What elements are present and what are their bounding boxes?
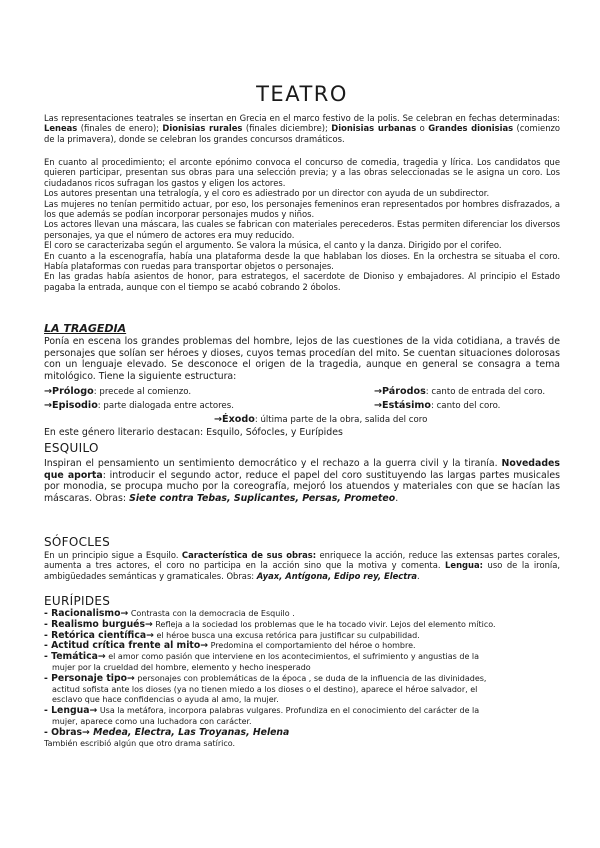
list-item: - Temática→ el amor como pasión que interviene en los acontecimientos, el sufrimiento y angustias de la	[44, 651, 480, 663]
sofocles-heading: SÓFOCLES	[44, 535, 111, 549]
euripides-obras: Medea, Electra, Las Troyanas, Helena	[89, 726, 290, 738]
tragedia-paragraph: Ponía en escena los grandes problemas del hombre, lejos de las cuestiones de la vida cotidiana, a través de personajes que solían ser héroes y dioses, cuyos temas procedían del mito. Se cuentan situaciones dolorosas con un lenguaje elevado. Se desconoce el origen de la tragedia, aunque en general se consagra a tema mitológico. Tiene la siguiente estructura:	[44, 336, 560, 383]
intro-paragraph-festivals: Las representaciones teatrales se insertan en Grecia en el marco festivo de la polis. Se celebran en fechas determinadas: Leneas (finales de enero); Dionisias rurales (finales diciembre); Dionisias urbanas o Grandes dionisias (comienzo de la primavera), donde se celebran los grandes concursos dramáticos.	[44, 113, 561, 144]
page-title: TEATRO	[256, 82, 348, 106]
term-leneas: Leneas	[44, 123, 78, 134]
seats-text: En las gradas había asientos de honor, para estrategos, el sacerdote de Dioniso y embajadores. Al principio el Estado pagaba la entrada, aunque con el tiempo se acabó cobrando 2 óbolos.	[44, 271, 560, 292]
list-item: - Realismo burgués→ Refleja a la sociedad los problemas que le ha tocado vivir. Lejos del elemento mítico.	[44, 618, 496, 630]
list-item: - Actitud crítica frente al mito→ Predomina el comportamiento del héroe o hombre.	[44, 640, 416, 652]
term-grandes-dionisias: Grandes dionisias	[428, 123, 514, 134]
list-item: - Obras→ Medea, Electra, Las Troyanas, Helena	[44, 726, 290, 738]
authors-text: Los autores presentan una tetralogía, y el coro es adiestrado por un director con ayuda de un subdirector.	[44, 188, 490, 199]
esquilo-obras: Siete contra Tebas, Suplicantes, Persas, Prometeo	[129, 493, 396, 505]
structure-estasimo: →Estásimo: canto del coro.	[374, 400, 501, 411]
term-dionisias-rurales: Dionisias rurales	[162, 123, 243, 134]
term-lengua: Lengua:	[445, 560, 483, 571]
sofocles-obras: Ayax, Antígona, Edipo rey, Electra	[256, 570, 418, 581]
term-dionisias-urbanas: Dionisias urbanas	[331, 123, 417, 134]
list-item: - Racionalismo→ Contrasta con la democracia de Esquilo .	[44, 608, 295, 619]
tragedia-destacan: En este género literario destacan: Esquilo, Sófocles, y Eurípides	[44, 427, 343, 438]
personaje-continuation-1: actitud sofista ante los dioses (ya no tienen miedo a los dioses o el destino), aparece el héroe salvador, el	[52, 684, 478, 694]
tragedia-heading: LA TRAGEDIA	[44, 322, 127, 335]
masks-text: Los actores llevan una máscara, las cuales se fabrican con materiales perecederos. Estas permiten diferenciar los diversos personajes, ya que el número de actores era muy reducido.	[44, 219, 560, 240]
euripides-final: También escribió algún que otro drama satírico.	[44, 738, 236, 748]
structure-prologo: →Prólogo: precede al comienzo.	[44, 386, 192, 397]
sofocles-paragraph: En un principio sigue a Esquilo. Característica de sus obras: enriquece la acción, reduce las extensas partes corales, aumenta a tres actores, el coro no participa en la acción sino que la motiva y comenta. Lengua: uso de la ironía, ambigüedades semánticas y gramaticales. Obras: Ayax, Antígona, Edipo rey, Electra.	[44, 550, 560, 581]
structure-exodo: →Éxodo: última parte de la obra, salida del coro	[214, 414, 428, 425]
term-novedades: Novedades que aporta	[44, 458, 560, 481]
personaje-continuation-2: esclavo que hace confidencias o ayuda al amo, la mujer.	[52, 695, 279, 705]
lengua-continuation: mujer, aparece como una luchadora con carácter.	[52, 716, 252, 726]
structure-episodio: →Episodio: parte dialogada entre actores.	[44, 400, 234, 411]
tematica-continuation: mujer por la crueldad del hombre, elemento y hecho inesperado	[52, 662, 311, 672]
intro-paragraph-procedure	[44, 157, 560, 292]
list-item: - Retórica científica→ el héroe busca una excusa retórica para justificar su culpabilidad.	[44, 629, 420, 641]
women-text: Las mujeres no tenían permitido actuar, por eso, los personajes femeninos eran representados por hombres disfrazados, a los que además se podían incorporar personajes mudos y niños.	[44, 198, 560, 220]
procedure-text: En cuanto al procedimiento; el arconte epónimo convoca el concurso de comedia, tragedia y lírica. Los candidatos que quieren participar, presentan sus obras para una selección previa; y a las obras seleccionadas se le asigna un coro. Los ciudadanos ricos sufragan los gastos y eligen los actores.	[44, 157, 560, 188]
list-item: - Personaje tipo→ personajes con problemáticas de la época , se duda de la influencia de las divinidades,	[44, 672, 487, 684]
list-item: - Lengua→ Usa la metáfora, incorpora palabras vulgares. Profundiza en el conocimiento del carácter de la	[44, 705, 480, 717]
esquilo-paragraph: Inspiran el pensamiento un sentimiento democrático y el rechazo a la guerra civil y la tiranía. Novedades que aporta: introducir el segundo actor, reduce el papel del coro sustituyendo las largas partes musicales por monodia, se procupa mucho por la coreografía, mejoró los atuendos y materiales con que se hacían las máscaras. Obras: Siete contra Tebas, Suplicantes, Persas, Prometeo.	[44, 458, 560, 505]
chorus-text: El coro se caracterizaba según el argumento. Se valora la música, el canto y la danza. Dirigido por el corifeo.	[44, 240, 502, 251]
euripides-list	[44, 609, 560, 749]
euripides-heading: EURÍPIDES	[44, 594, 111, 608]
term-caracteristica: Característica de sus obras:	[181, 550, 317, 560]
scenography-text: En cuanto a la escenografía, había una plataforma desde la que hablaban los dioses. En la orchestra se situaba el coro. Había plataformas con ruedas para transportar objetos o personajes.	[44, 250, 560, 272]
structure-parodos: →Párodos: canto de entrada del coro.	[374, 386, 546, 397]
esquilo-heading: ESQUILO	[44, 441, 99, 455]
